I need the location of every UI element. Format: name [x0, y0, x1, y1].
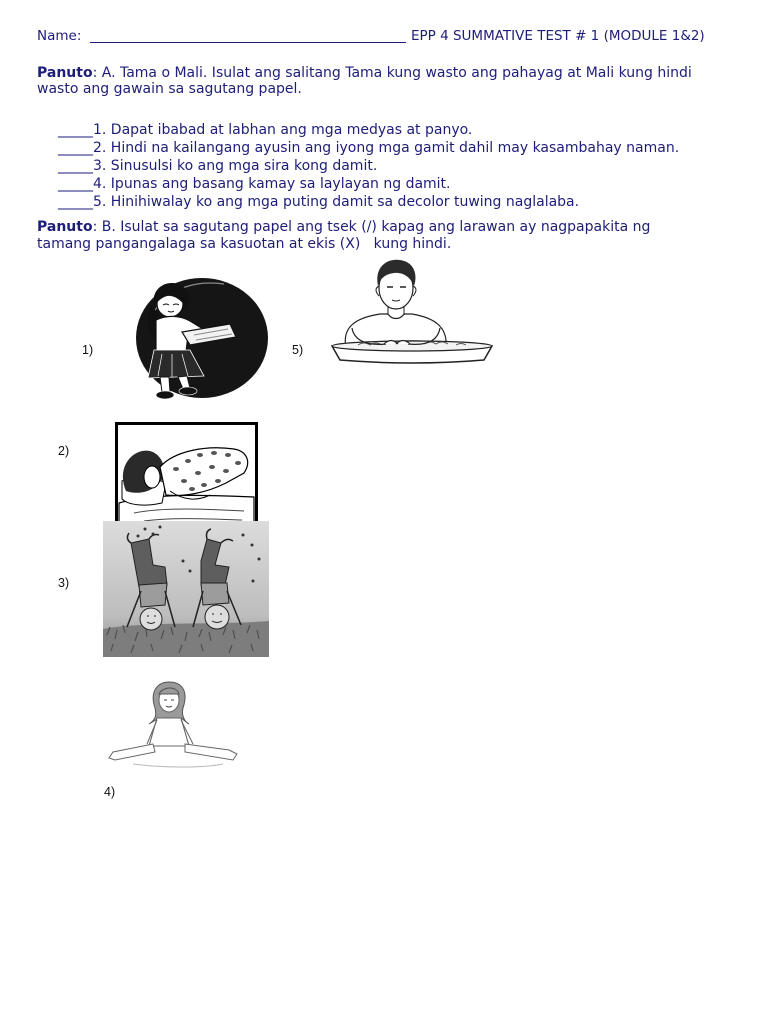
name-label: Name: — [37, 28, 82, 44]
dirt-speck — [144, 528, 147, 531]
dirt-speck — [251, 544, 254, 547]
pattern-dot — [189, 487, 195, 491]
test-title: EPP 4 SUMMATIVE TEST # 1 (MODULE 1&2) — [411, 28, 705, 44]
pattern-dot — [185, 459, 191, 463]
question-item-1: _____1. Dapat ibabad at labhan ang mga medyas at panyo. — [58, 122, 473, 138]
picture-number-1: 1) — [82, 343, 94, 357]
picture-3-children-doing-handstands — [103, 521, 269, 657]
girl-dress — [149, 718, 189, 746]
question-item-2: _____2. Hindi na kailangang ayusin ang iyong mga gamit dahil may kasambahay naman. — [58, 140, 680, 156]
picture-number-3: 3) — [58, 576, 70, 590]
pattern-dot — [181, 479, 187, 483]
picture-2-girl-lying-on-bed — [114, 421, 260, 533]
girl-left-leg — [109, 744, 155, 760]
picture-number-4: 4) — [104, 785, 116, 799]
girl-left-leg — [160, 377, 170, 392]
part-a-directions-label: Panuto — [37, 65, 93, 81]
left-shoe — [156, 391, 174, 399]
pattern-dot — [173, 467, 179, 471]
floor-shadow — [133, 764, 223, 767]
pattern-dot — [197, 453, 203, 457]
dirt-speck — [258, 558, 261, 561]
pattern-dot — [215, 479, 221, 483]
dirt-speck — [137, 535, 140, 538]
part-a-directions-line-2: wasto ang gawain sa sagutang papel. — [37, 81, 302, 97]
left-child-shirt — [139, 583, 167, 607]
left-child-head — [140, 608, 162, 630]
picture-1-girl-holding-towel — [110, 274, 270, 402]
part-b-directions-line-1 — [37, 219, 650, 235]
dirt-speck — [159, 526, 162, 529]
pattern-dot — [235, 461, 241, 465]
part-b-directions-label: Panuto — [37, 219, 93, 235]
dirt-speck — [152, 533, 155, 536]
pattern-dot — [225, 453, 231, 457]
pattern-dot — [201, 483, 207, 487]
picture-number-5: 5) — [292, 343, 304, 357]
picture-5-boy-washing-clothes — [328, 256, 496, 366]
dirt-speck — [252, 580, 255, 583]
part-b-directions-line-2: tamang pangangalaga sa kasuotan at ekis (X) kung hindi. — [37, 236, 452, 252]
dirt-speck — [189, 570, 192, 573]
pattern-dot — [211, 451, 217, 455]
dirt-speck — [242, 534, 245, 537]
name-blank-line — [90, 42, 406, 43]
part-a-directions-line-1 — [37, 65, 692, 81]
part-a-directions-text-1: : A. Tama o Mali. Isulat ang salitang Tama kung wasto ang pahayag at Mali kung hindi — [92, 65, 692, 81]
dirt-speck — [182, 560, 185, 563]
girl-face — [144, 466, 160, 488]
picture-4-girl-sitting-legs-apart — [103, 678, 243, 774]
pattern-dot — [195, 471, 201, 475]
pattern-dot — [223, 469, 229, 473]
right-shoe — [179, 387, 197, 395]
right-child-head — [205, 605, 229, 629]
pattern-dot — [209, 465, 215, 469]
girl-right-leg — [185, 744, 237, 760]
picture-number-2: 2) — [58, 444, 70, 458]
question-item-5: _____5. Hinihiwalay ko ang mga puting damit sa decolor tuwing naglalaba. — [58, 194, 580, 210]
right-child-shirt — [201, 583, 229, 605]
basin-rim — [332, 341, 492, 351]
question-item-3: _____3. Sinusulsi ko ang mga sira kong damit. — [58, 158, 378, 174]
question-item-4: _____4. Ipunas ang basang kamay sa laylayan ng damit. — [58, 176, 451, 192]
part-b-directions-text-1: : B. Isulat sa sagutang papel ang tsek (/) kapag ang larawan ay nagpapakita ng — [92, 219, 651, 235]
